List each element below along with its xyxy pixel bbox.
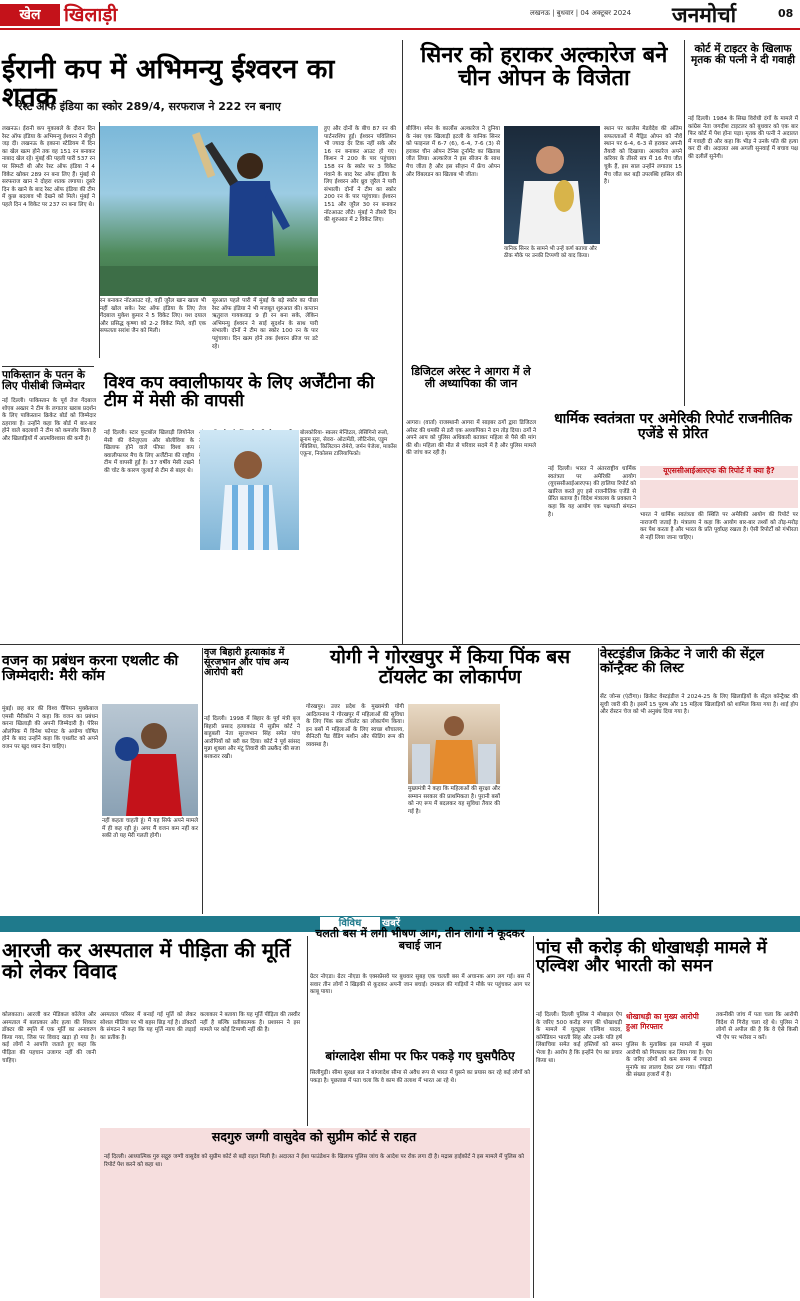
yogi-headline: योगी ने गोरखपुर में किया पिंक बस टॉयलेट का लोकार्पण [329, 646, 571, 688]
mary-photo [102, 704, 198, 816]
story1-headline: ईरानी कप में अभिमन्यु ईश्वरन का शतक [2, 54, 335, 114]
story1-col2: रन बनाकर नॉटआउट रहे, वहीं जुरैल खान खाता भी नहीं खोल सके। रेस्ट ऑफ इंडिया के लिए तेज गेंदबाज मुकेश कुमार ने 5 विकेट लिए। यश दयाल और प्रसिद्ध कृष्णा को 2-2 विकेट मिले, वहीं एक सफलता सरांश जैन को मिली। [100, 298, 206, 335]
fraud-col3: तकनीकी जांच में पता चला कि आरोपी विदेश से गिरोह चला रहे थे। पुलिस ने लोगों से अपील की है कि वे ऐसे किसी भी ऐप पर भरोसा न करें। [716, 1012, 798, 1041]
sinner-col2: स्थान पर कालेस मेडवेदेव की अंतिम सफलताओं में मैड्रिड ओपन को नौवें स्थान पर 6-4, 6-3 से हराकर अपनी तैयारी को दिखाया। अल्कारेज अपने करियर के तीसरे सत्र में 16 मैच जीत चुके हैं, इस साल उन्होंने लगातार 15 मैच जीत कर बड़ी उपलब्धि हासिल की है। [604, 126, 682, 186]
messi-photo [200, 430, 299, 550]
brij-body: नई दिल्ली। 1998 में बिहार के पूर्व मंत्री बृज बिहारी प्रसाद हत्याकांड में सुप्रीम कोर्ट ने बाहुबली नेता सूरजभान सिंह समेत पांच आरोपियों को बरी कर दिया। कोर्ट ने पूर्व सांसद मुन्ना शुक्ला और मंटू तिवारी की उम्रकैद की सजा बरकरार रखी। [204, 716, 300, 760]
mary-body: मुंबई। छह बार की विश्व चैंपियन मुक्केबाज एमसी मैरीकॉम ने कहा कि वजन का प्रबंधन करना खिलाड़ी की अपनी जिम्मेदारी है। पेरिस ओलंपिक में विनेश फोगाट के अयोग्य घोषित होने के बाद उन्होंने कहा कि एथलीट को अपने वजन पर खुद ध्यान देना चाहिए। [2, 706, 98, 750]
brand-logo: जनमोर्चा [672, 3, 737, 27]
religion-headline: धार्मिक स्वतंत्रता पर अमेरिकी रिपोर्ट राजनीतिक एजेंडे से प्रेरित [554, 411, 792, 442]
sinner-col1: बीजिंग। स्पेन के कार्लोस अल्कारेज ने दुनिया के नंबर एक खिलाड़ी इटली के यानिक सिनर को फाइनल में 6-7 (6), 6-4, 7-6 (3) से हराकर चीन ओपन टेनिस टूर्नामेंट का खिताब जीत लिया। अल्कारेज ने इस सीजन के साथ मैच जीता है और इस सीज़न में फ्रेंच ओपन और विंबलडन का खिताब भी जीता। [406, 126, 500, 178]
section-label: खेल [0, 4, 60, 26]
religion-col2: भारत ने धार्मिक स्वतंत्रता की स्थिति पर अमेरिकी आयोग की रिपोर्ट पर नाराजगी जताई है। मंत्रालय ने कहा कि आयोग बार-बार तथ्यों को तोड़-मरोड़ कर पेश करता है और भारत के प्रति पूर्वाग्रह रखता है। ऐसी रिपोर्टों को गंभीरता से नहीं लिया जाना चाहिए। [640, 512, 798, 541]
rgkar-body: कोलकाता। आरजी कर मेडिकल कॉलेज और अस्पताल में बलात्कार और हत्या की शिकार डॉक्टर की स्मृति में एक मूर्ति का अनावरण किया गया, जिस पर विवाद खड़ा हो गया है। कई लोगों ने आपत्ति जताते हुए कहा कि पीड़िता की पहचान उजागर नहीं की जानी चाहिए। [2, 1012, 96, 1064]
fraud-headline: पांच सौ करोड़ की धोखाधड़ी मामले में एल्विश और भारती को समन [536, 938, 767, 976]
messi-caption: बोलकोरिया- स्कलर मेन्डिंटल, लेसिंगिनो रूलो, ब्रूनाम सुरा, सेवरा- ओटामेंडी, लौटिनोस, एड्रूम गेबिलिया, किलिटयन रोमेरो, जर्मन पेजेला, मार्कोस एकूना, निकोलस टालियाफिको। [300, 430, 397, 458]
sinner-headline: सिनर को हराकर अल्कारेज बने चीन ओपन के विजेता [420, 43, 668, 92]
fraud-sidebar-title: धोखाधड़ी का मुख्य आरोपी हुआ गिरफ्तार [626, 1012, 699, 1032]
bus-headline: चलती बस में लगी भीषण आग, तीन लोगों ने कूदकर बचाई जान [315, 927, 525, 952]
page-number: 08 [778, 7, 794, 20]
messi-col1: नई दिल्ली। स्टार फुटबॉल खिलाड़ी लियोनेल मेसी की वेनेजुएला और बोलीविया के खिलाफ होने वाले फीफा विश्व कप क्वालीफायर मैच के लिए अर्जेंटीना की राष्ट्रीय टीम में वापसी हुई है। 37 वर्षीय मेसी टखने की चोट के कारण जुलाई से टीम से बाहर थे। [104, 430, 194, 474]
wi-headline: वेस्टइंडीज क्रिकेट ने जारी की सेंट्रल कॉन्ट्रैक्ट की लिस्ट [600, 647, 765, 676]
bsf-body: सिलीगुड़ी। सीमा सुरक्षा बल ने बांग्लादेश सीमा से अवैध रूप से भारत में घुसने का प्रयास कर रहे कई लोगों को पकड़ा है। पूछताछ में पता चला कि वे काम की तलाश में भारत आ रहे थे। [310, 1070, 530, 1084]
religion-subhead: यूएससीआईआरएफ की रिपोर्ट में क्या है? [640, 466, 798, 478]
messi-headline: विश्व कप क्वालीफायर के लिए अर्जेंटीना की टीम में मेसी की वापसी [104, 373, 375, 411]
bsf-headline: बांग्लादेश सीमा पर फिर पकड़े गए घुसपैठिए [325, 1049, 515, 1063]
bus-body: ग्रेटर नोएडा। ग्रेटर नोएडा के एक्सप्रेसवे पर बुधवार सुबह एक चलती बस में अचानक आग लग गई। बस में सवार तीन लोगों ने खिड़की से कूदकर अपनी जान बचाई। दमकल की गाड़ियों ने मौके पर पहुंचकर आग पर काबू पाया। [310, 974, 530, 996]
religion-info-box [640, 480, 798, 508]
yogi-body: गोरखपुर। उत्तर प्रदेश के मुख्यमंत्री योगी आदित्यनाथ ने गोरखपुर में महिलाओं की सुविधा के लिए पिंक बस टॉयलेट का लोकार्पण किया। इन बसों में महिलाओं के लिए स्वच्छ शौचालय, सैनिटरी पैड वेंडिंग मशीन और फीडिंग रूम की व्यवस्था है। [306, 704, 404, 748]
rgkar-col3: कलाकार ने बताया कि यह मूर्ति पीड़िता की तस्वीर नहीं है बल्कि प्रतीकात्मक है। प्रशासन ने इस मामले पर कोई टिप्पणी नहीं की है। [200, 1012, 300, 1034]
wi-body: सेंट जोन्स (एंटीगा)। क्रिकेट वेस्टइंडीज ने 2024-25 के लिए खिलाड़ियों के सेंट्रल कॉन्ट्रैक्ट की सूची जारी की है। इसमें 15 पुरुष और 15 महिला खिलाड़ियों को शामिल किया गया है। शाई होप और रोस्टन चेज को भी अनुबंध दिया गया है। [600, 694, 798, 716]
fraud-col2: पुलिस के मुताबिक इस मामले में मुख्य आरोपी को गिरफ्तार कर लिया गया है। ऐप के जरिए लोगों को कम समय में ज्यादा मुनाफे का लालच देकर ठगा गया। पीड़ितों की संख्या हजारों में है। [626, 1042, 712, 1079]
arrest-body: आगरा। (वार्ता) राजस्थानी आगरा में साइबर ठगों द्वारा डिजिटल अरेस्ट की धमकी से डरी एक अध्यापिका ने दम तोड़ दिया। ठगों ने अपने आप को पुलिस अधिकारी बताकर महिला से पैसे की मांग की थी। महिला की मौत से परिवार सदमे में है और पुलिस मामले की जांच कर रही है। [406, 420, 536, 457]
fraud-body: नई दिल्ली। दिल्ली पुलिस ने मोबाइल ऐप के जरिए 500 करोड़ रुपए की धोखाधड़ी के मामले में यूट्यूबर एल्विश यादव, कॉमेडियन भारती सिंह और उनके पति हर्ष लिंबाचिया समेत कई हस्तियों को समन भेजा है। आरोप है कि इन्होंने ऐप का प्रचार किया था। [536, 1012, 622, 1064]
yogi-photo [408, 704, 500, 784]
sc-headline: सदगुरु जग्गी वासुदेव को सुप्रीम कोर्ट से राहत [211, 1129, 417, 1144]
story1-subhead: रेस्ट ऑफ इंडिया का स्कोर 289/4, सरफराज ने 222 रन बनाए [18, 100, 281, 113]
titler-body: नई दिल्ली। 1984 के सिख विरोधी दंगों के मामले में कांग्रेस नेता जगदीश टाइटलर को बुधवार को एक बार फिर कोर्ट में पेश होना पड़ा। मृतक की पत्नी ने अदालत में गवाही दी और कहा कि भीड़ ने उनके पति की हत्या कर दी थी। अदालत अब अगली सुनवाई में बचाव पक्ष की दलीलें सुनेगी। [688, 116, 798, 160]
section-title: खिलाड़ी [64, 4, 118, 26]
religion-col1: नई दिल्ली। भारत ने अंतरराष्ट्रीय धार्मिक स्वतंत्रता पर अमेरिकी आयोग (यूएससीआईआरएफ) की हालिया रिपोर्ट को खारिज करते हुए इसे राजनीतिक एजेंडे से प्रेरित बताया है। विदेश मंत्रालय के प्रवक्ता ने कहा कि यह आयोग एक पक्षपाती संगठन है। [548, 466, 636, 518]
dateline: लखनऊ | बुधवार | 04 अक्टूबर 2024 [530, 9, 632, 17]
story1-col4: हुए और दोनों के बीच 87 रन की पार्टनरशिप हुई। ईश्वरन पविलियन भी ज्यादा देर टिक नहीं सके और 16 रन बनाकर आउट हो गए। किशन ने 200 के पार पहुंचाया 158 रन के स्कोर पर 3 विकेट गंवाने के बाद रेस्ट ऑफ इंडिया के लिए ईश्वरन और ध्रुव जुरैल ने पारी संभाली। दोनों ने टीम का स्कोर 200 रन के पार पहुंचाया। ईश्वरन 151 और जुरैल 30 रन बनाकर नॉटआउट लौटे। मुंबई ने तीसरे दिन की शुरुआत में 2 विकेट लिए। [324, 126, 396, 224]
mary-headline: वजन का प्रबंधन करना एथलीट की जिम्मेदारी: मैरी कॉम [2, 653, 179, 684]
arrest-headline: डिजिटल अरेस्ट ने आगरा में ले ली अध्यापिका की जान [411, 365, 531, 390]
yogi-col2: मुख्यमंत्री ने कहा कि महिलाओं की सुरक्षा और सम्मान सरकार की प्राथमिकता है। पुरानी बसों को नए रूप में बदलकर यह सुविधा तैयार की गई है। [408, 786, 500, 815]
rgkar-col2: अस्पताल परिसर में बनाई गई मूर्ति को लेकर सोशल मीडिया पर भी बहस छिड़ गई है। डॉक्टरों के संगठन ने कहा कि यह मूर्ति न्याय की लड़ाई का प्रतीक है। [100, 1012, 196, 1041]
pak-body: नई दिल्ली। पाकिस्तान के पूर्व तेज गेंदबाज शोएब अख्तर ने टीम के लगातार खराब प्रदर्शन के लिए पाकिस्तान क्रिकेट बोर्ड को जिम्मेदार ठहराया है। उन्होंने कहा कि बोर्ड में बार-बार होने वाले बदलावों ने टीम को कमजोर किया है और खिलाड़ियों में आत्मविश्वास की कमी है। [2, 398, 96, 442]
masthead [0, 0, 800, 30]
story1-col3: सुरआत पहले पारी में मुंबई के बड़े स्कोर का पीछा रेस्ट ऑफ इंडिया ने भी मजबूत शुरुआत की। कप्तान ऋतुराज गायकवाड़ 9 ही रन बना सके, लेकिन अभिमन्यु ईश्वरन ने साई सुदर्शन के साथ पारी संभाली। दोनों ने टीम का स्कोर 100 रन के पार पहुंचाया। दिन खत्म होने तक ईश्वरन क्रीज पर डटे रहे। [212, 298, 318, 350]
cricketer-photo [100, 126, 318, 296]
pak-headline: पाकिस्तान के पतन के लिए पीसीबी जिम्मेदार [2, 369, 85, 393]
sc-body: नई दिल्ली। आध्यात्मिक गुरु सद्गुरु जग्गी वासुदेव को सुप्रीम कोर्ट से बड़ी राहत मिली है। अदालत ने ईशा फाउंडेशन के खिलाफ पुलिस जांच के आदेश पर रोक लगा दी है। मद्रास हाईकोर्ट ने इस मामले में पुलिस को रिपोर्ट पेश करने को कहा था। [104, 1154, 524, 1168]
banner-right: खबरें [382, 918, 400, 929]
rgkar-headline: आरजी कर अस्पताल में पीड़िता की मूर्ति को लेकर विवाद [2, 938, 291, 983]
story1-col1: लखनऊ। ईरानी कप मुकाबले के दौरान दिन रेस्ट ऑफ इंडिया के अभिमन्यु ईश्वरन ने सेंचुरी जड़ दी। लखनऊ के इकाना स्टेडियम में दिन का खेल खत्म होने तक वह 151 रन बनाकर नाबाद खेल रहे। मुंबई की पहली पारी 537 रन पर सिमटी थी और रेस्ट ऑफ इंडिया ने 4 विकेट खोकर 289 रन बना लिए हैं। मुंबई से सरफराज खान ने दोहरा शतक लगाया। दूसरे दिन के खाने के बाद रेस्ट ऑफ इंडिया की टीम में कुछ बदलाव भी देखने को मिले। मुंबई ने पहले दिन 4 विकेट पर 237 रन बना लिए थे। [2, 126, 95, 208]
sinner-photo [504, 126, 600, 244]
sinner-caption: यानिक सिनर के सामने भी उन्हें कर्ण बताया और ठीक मौके पर उनकी टिप्पणी को याद किया। [504, 246, 597, 260]
titler-headline: कोर्ट में टाइटर के खिलाफ मृतक की पत्नी ने दी गवाही [690, 43, 795, 67]
banner-left: विविध [320, 917, 380, 931]
mary-col2: नहीं कहता चाहती हूं। मैं यह सिर्फ अपने मामले में ही कह रही हूं। अगर मैं वजन कम नहीं कर सकी तो यह मेरी गलती होगी। [102, 818, 198, 840]
brij-headline: वृज बिहारी हत्याकांड में सूरजभान और पांच अन्य आरोपी बरी [204, 647, 289, 678]
